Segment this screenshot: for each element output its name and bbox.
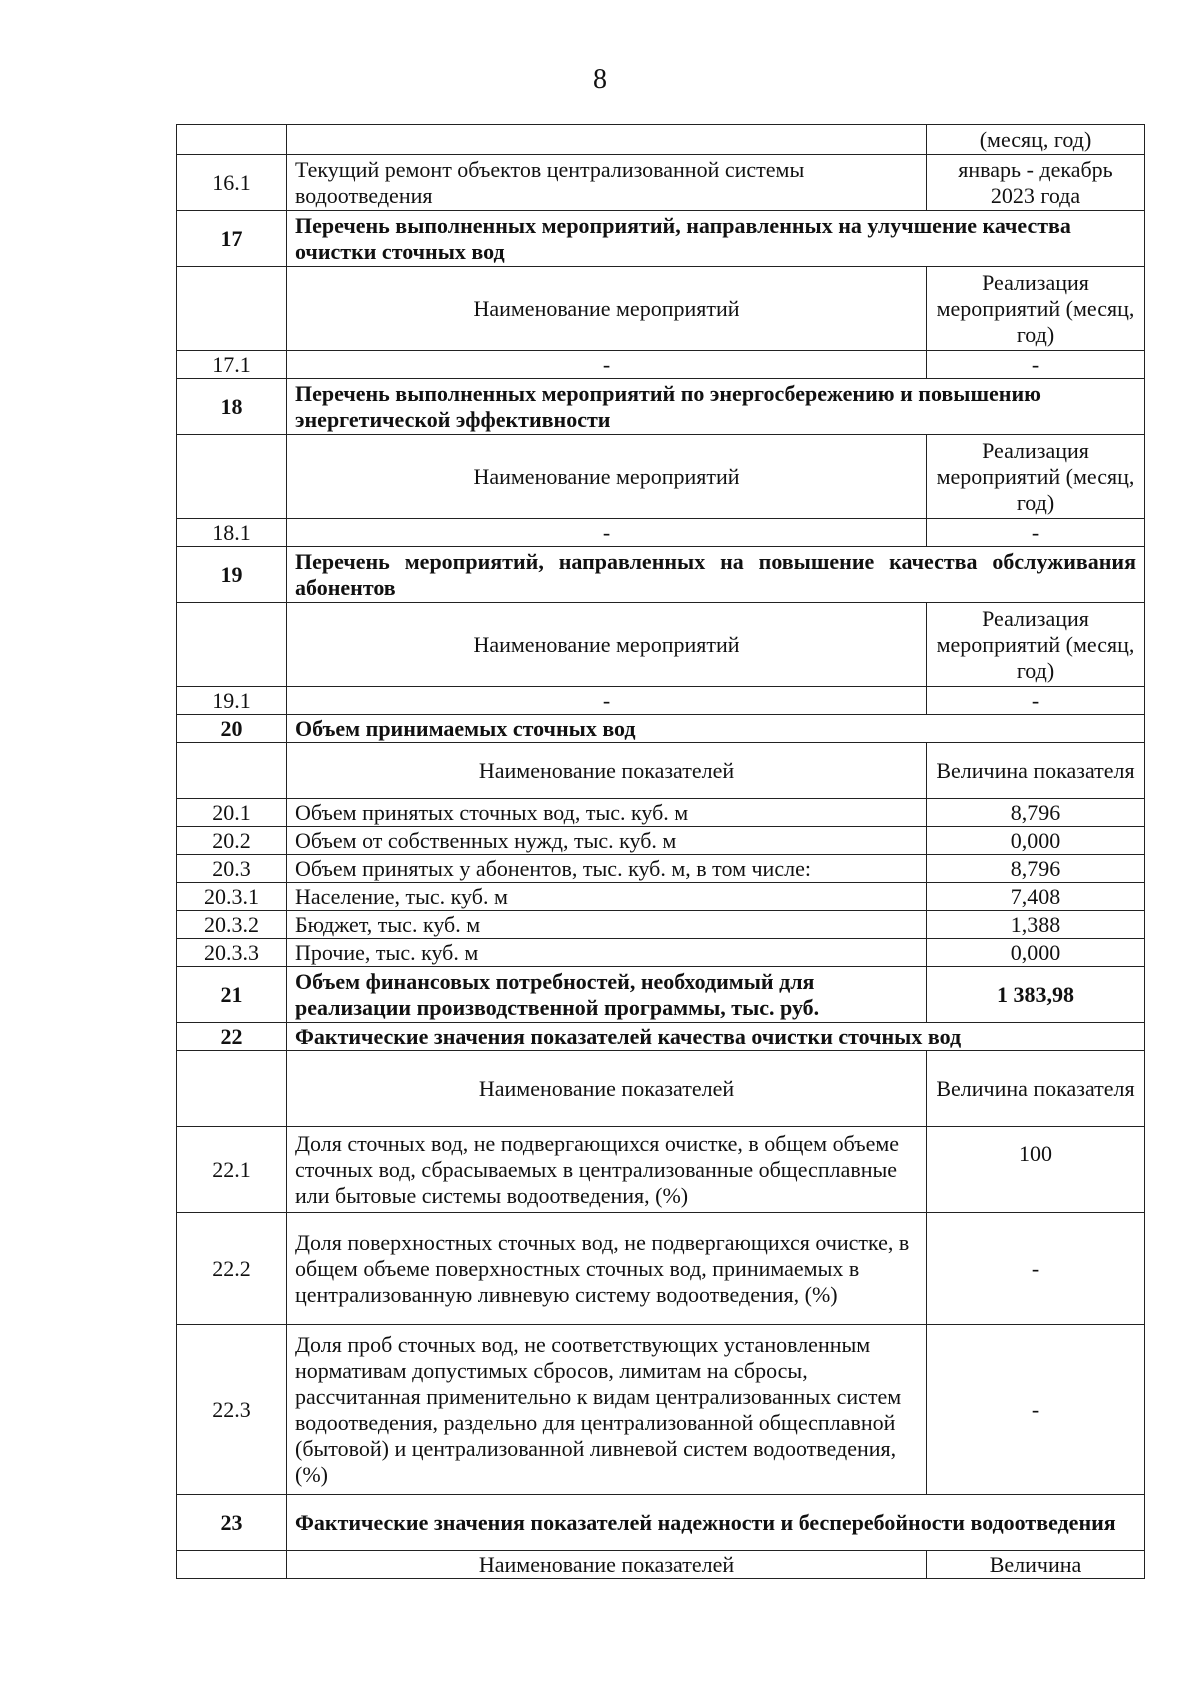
section-title: Фактические значения показателей надежности и бесперебойности водоотведения (287, 1495, 1145, 1551)
section-row (177, 211, 1145, 267)
program-table (176, 124, 1145, 1579)
row-value: 0,000 (927, 939, 1145, 967)
row-number: 19.1 (177, 687, 287, 715)
table-row (177, 687, 1145, 715)
section-row (177, 547, 1145, 603)
column-header-name: Наименование мероприятий (287, 603, 927, 687)
header-row (177, 1551, 1145, 1579)
section-title: Объем принимаемых сточных вод (287, 715, 1145, 743)
column-header-name: Наименование показателей (287, 1551, 927, 1579)
table-row (177, 1127, 1145, 1213)
row-value: 0,000 (927, 827, 1145, 855)
table-row (177, 911, 1145, 939)
row-name: Доля сточных вод, не подвергающихся очистке, в общем объеме сточных вод, сбрасываемых в централизованные общесплавные или бытовые системы водоотведения, (%) (287, 1127, 927, 1213)
header-row (177, 743, 1145, 799)
row-name: - (287, 351, 927, 379)
section-number: 18 (177, 379, 287, 435)
column-header-name: Наименование мероприятий (287, 435, 927, 519)
row-value: 7,408 (927, 883, 1145, 911)
table-row (177, 799, 1145, 827)
section-number: 20 (177, 715, 287, 743)
section-number: 17 (177, 211, 287, 267)
row-number: 20.3 (177, 855, 287, 883)
column-header-value: Реализация мероприятий (месяц, год) (927, 267, 1145, 351)
section-number: 23 (177, 1495, 287, 1551)
section-title: Перечень мероприятий, направленных на повышение качества обслуживания абонентов (287, 547, 1145, 603)
header-row (177, 603, 1145, 687)
section-title: Перечень выполненных мероприятий по энергосбережению и повышению энергетической эффективности (287, 379, 1145, 435)
table-row (177, 1213, 1145, 1325)
row-number: 20.3.1 (177, 883, 287, 911)
row-name: - (287, 687, 927, 715)
row-value: - (927, 687, 1145, 715)
row-value: 1 383,98 (927, 967, 1145, 1023)
row-value: - (927, 1213, 1145, 1325)
column-header-value: Величина показателя (927, 743, 1145, 799)
column-header-value: Реализация мероприятий (месяц, год) (927, 435, 1145, 519)
row-number: 20.3.3 (177, 939, 287, 967)
section-title: Фактические значения показателей качества очистки сточных вод (287, 1023, 1145, 1051)
header-row (177, 435, 1145, 519)
row-name: - (287, 519, 927, 547)
row-name: Прочие, тыс. куб. м (287, 939, 927, 967)
row-name: Объем от собственных нужд, тыс. куб. м (287, 827, 927, 855)
row-number: 18.1 (177, 519, 287, 547)
row-number: 22.1 (177, 1127, 287, 1213)
column-header-name: Наименование мероприятий (287, 267, 927, 351)
column-header-name: Наименование показателей (287, 1051, 927, 1127)
row-number: 16.1 (177, 155, 287, 211)
row-value: - (927, 519, 1145, 547)
section-row (177, 1495, 1145, 1551)
table-row (177, 125, 1145, 155)
table-row (177, 967, 1145, 1023)
row-name: Доля поверхностных сточных вод, не подвергающихся очистке, в общем объеме поверхностных сточных вод, принимаемых в централизованную ливневую систему водоотведения, (%) (287, 1213, 927, 1325)
row-number: 22.3 (177, 1325, 287, 1495)
row-name: Бюджет, тыс. куб. м (287, 911, 927, 939)
column-header-value: Величина (927, 1551, 1145, 1579)
row-value: - (927, 351, 1145, 379)
section-number: 22 (177, 1023, 287, 1051)
row-name: Объем принятых у абонентов, тыс. куб. м, в том числе: (287, 855, 927, 883)
table-row (177, 351, 1145, 379)
header-row (177, 1051, 1145, 1127)
table-row (177, 155, 1145, 211)
section-row (177, 1023, 1145, 1051)
table-row (177, 883, 1145, 911)
row-number (177, 125, 287, 155)
row-number: 17.1 (177, 351, 287, 379)
column-header-value: Величина показателя (927, 1051, 1145, 1127)
column-header-name: Наименование показателей (287, 743, 927, 799)
page-number: 8 (593, 64, 607, 95)
row-value: - (927, 1325, 1145, 1495)
table-row (177, 827, 1145, 855)
row-value: (месяц, год) (927, 125, 1145, 155)
row-number: 20.1 (177, 799, 287, 827)
row-name: Население, тыс. куб. м (287, 883, 927, 911)
header-row (177, 267, 1145, 351)
section-title: Перечень выполненных мероприятий, направленных на улучшение качества очистки сточных вод (287, 211, 1145, 267)
table-row (177, 939, 1145, 967)
row-name: Объем финансовых потребностей, необходимый для реализации производственной программы, тыс. руб. (287, 967, 927, 1023)
table-row (177, 519, 1145, 547)
row-number: 20.2 (177, 827, 287, 855)
row-name: Объем принятых сточных вод, тыс. куб. м (287, 799, 927, 827)
section-number: 19 (177, 547, 287, 603)
row-name: Текущий ремонт объектов централизованной системы водоотведения (287, 155, 927, 211)
row-name: Доля проб сточных вод, не соответствующих установленным нормативам допустимых сбросов, лимитам на сбросы, рассчитанная применительно к видам централизованных систем водоотведения, раздельно для централизованной общесплавной (бытовой) и централизованной ливневой систем водоотведения, (%) (287, 1325, 927, 1495)
table-row (177, 1325, 1145, 1495)
row-value: 8,796 (927, 855, 1145, 883)
row-number: 22.2 (177, 1213, 287, 1325)
row-value: 100 (927, 1127, 1145, 1213)
row-value: 1,388 (927, 911, 1145, 939)
table-row (177, 855, 1145, 883)
row-value: 8,796 (927, 799, 1145, 827)
section-row (177, 379, 1145, 435)
row-value: январь - декабрь 2023 года (927, 155, 1145, 211)
row-number: 21 (177, 967, 287, 1023)
section-row (177, 715, 1145, 743)
row-name (287, 125, 927, 155)
column-header-value: Реализация мероприятий (месяц, год) (927, 603, 1145, 687)
row-number: 20.3.2 (177, 911, 287, 939)
